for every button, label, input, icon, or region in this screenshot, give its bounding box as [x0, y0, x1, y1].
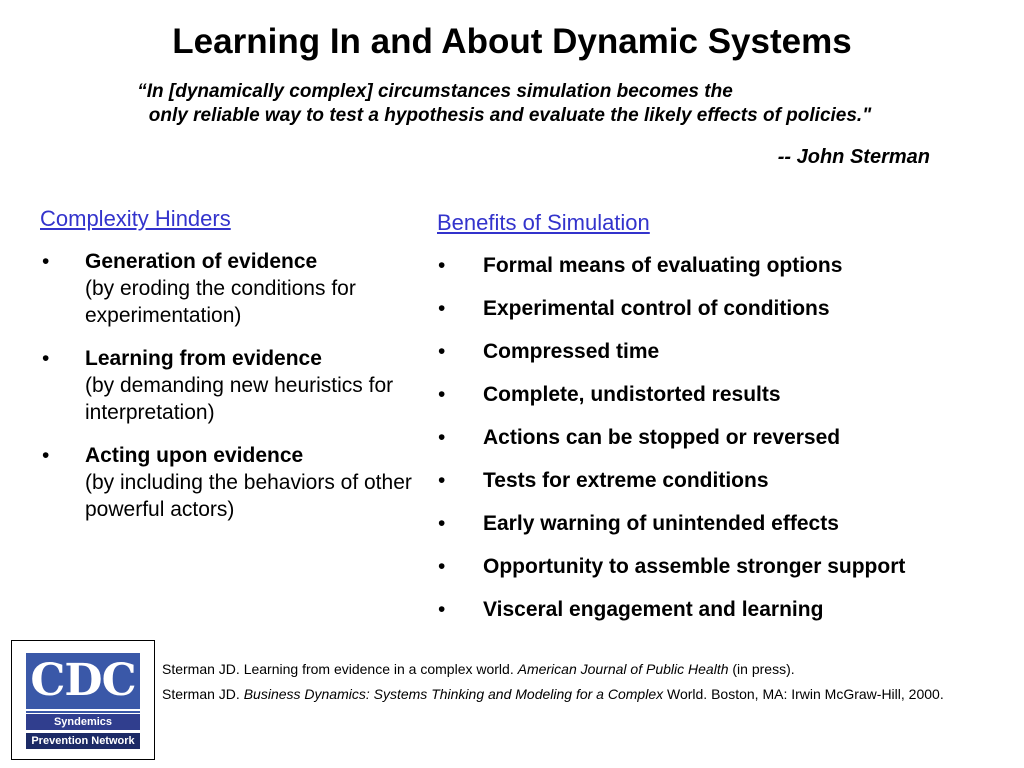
benefits-list: [437, 252, 1017, 639]
list-item: [437, 295, 1017, 338]
reference-text: World. Boston, MA: Irwin McGraw-Hill, 2000.: [663, 686, 944, 702]
hinders-list: [40, 248, 430, 523]
benefit-label: Compressed time: [483, 340, 660, 363]
cdc-logo: [11, 640, 155, 760]
reference-item: [162, 660, 982, 678]
bullet-icon: •: [438, 512, 446, 535]
hinder-sub: (by demanding new heuristics for interpretation): [85, 374, 394, 424]
benefits-heading[interactable]: Benefits of Simulation: [437, 210, 650, 235]
quote-line-1: “In [dynamically complex] circumstances simulation becomes the: [137, 81, 733, 102]
page-title: Learning In and About Dynamic Systems: [172, 22, 852, 61]
hinder-main: Learning from evidence: [85, 347, 322, 370]
reference-title: Business Dynamics: Systems Thinking and Modeling for a Complex: [243, 686, 664, 702]
bullet-icon: •: [438, 598, 446, 621]
reference-title: American Journal of Public Health: [517, 661, 729, 677]
benefit-label: Formal means of evaluating options: [483, 254, 843, 277]
quote-line-2: only reliable way to test a hypothesis and evaluate the likely effects of policies.": [148, 105, 872, 126]
benefit-label: Complete, undistorted results: [483, 383, 781, 406]
reference-item: [162, 685, 982, 703]
hinder-sub: (by including the behaviors of other powerful actors): [85, 471, 412, 521]
cdc-logo-mark: CDC: [26, 653, 140, 711]
logo-network-label: Prevention Network: [26, 733, 140, 749]
hinder-main: Generation of evidence: [85, 250, 318, 273]
list-item: [40, 248, 430, 329]
complexity-hinders-section: [40, 206, 430, 539]
bullet-icon: •: [438, 297, 446, 320]
hinder-sub: (by eroding the conditions for experimentation): [85, 277, 356, 327]
benefit-label: Experimental control of conditions: [483, 297, 830, 320]
list-item: [437, 252, 1017, 295]
bullet-icon: •: [438, 426, 446, 449]
bullet-icon: •: [438, 383, 446, 406]
list-item: [40, 442, 430, 523]
list-item: [437, 338, 1017, 381]
list-item: [437, 381, 1017, 424]
bullet-icon: •: [438, 254, 446, 277]
reference-text: (in press).: [728, 661, 795, 677]
benefit-label: Tests for extreme conditions: [483, 469, 769, 492]
benefit-label: Visceral engagement and learning: [483, 598, 824, 621]
list-item: [437, 424, 1017, 467]
benefit-label: Early warning of unintended effects: [483, 512, 839, 535]
list-item: [40, 345, 430, 426]
reference-text: Sterman JD.: [162, 686, 244, 702]
benefit-label: Opportunity to assemble stronger support: [483, 555, 906, 578]
reference-text: Sterman JD. Learning from evidence in a complex world.: [162, 661, 518, 677]
logo-syndemics-label: Syndemics: [26, 714, 140, 730]
bullet-icon: •: [438, 469, 446, 492]
bullet-icon: •: [438, 340, 446, 363]
benefit-label: Actions can be stopped or reversed: [483, 426, 841, 449]
bullet-icon: •: [438, 555, 446, 578]
benefits-section: [437, 210, 1017, 639]
bullet-icon: •: [42, 444, 50, 467]
hinder-main: Acting upon evidence: [85, 444, 304, 467]
list-item: [437, 553, 1017, 596]
list-item: [437, 467, 1017, 510]
list-item: [437, 510, 1017, 553]
quote: [40, 80, 980, 128]
list-item: [437, 596, 1017, 639]
bullet-icon: •: [42, 250, 50, 273]
complexity-hinders-heading[interactable]: Complexity Hinders: [40, 206, 231, 231]
bullet-icon: •: [42, 347, 50, 370]
quote-attribution: -- John Sterman: [777, 146, 930, 168]
references: [162, 660, 982, 710]
